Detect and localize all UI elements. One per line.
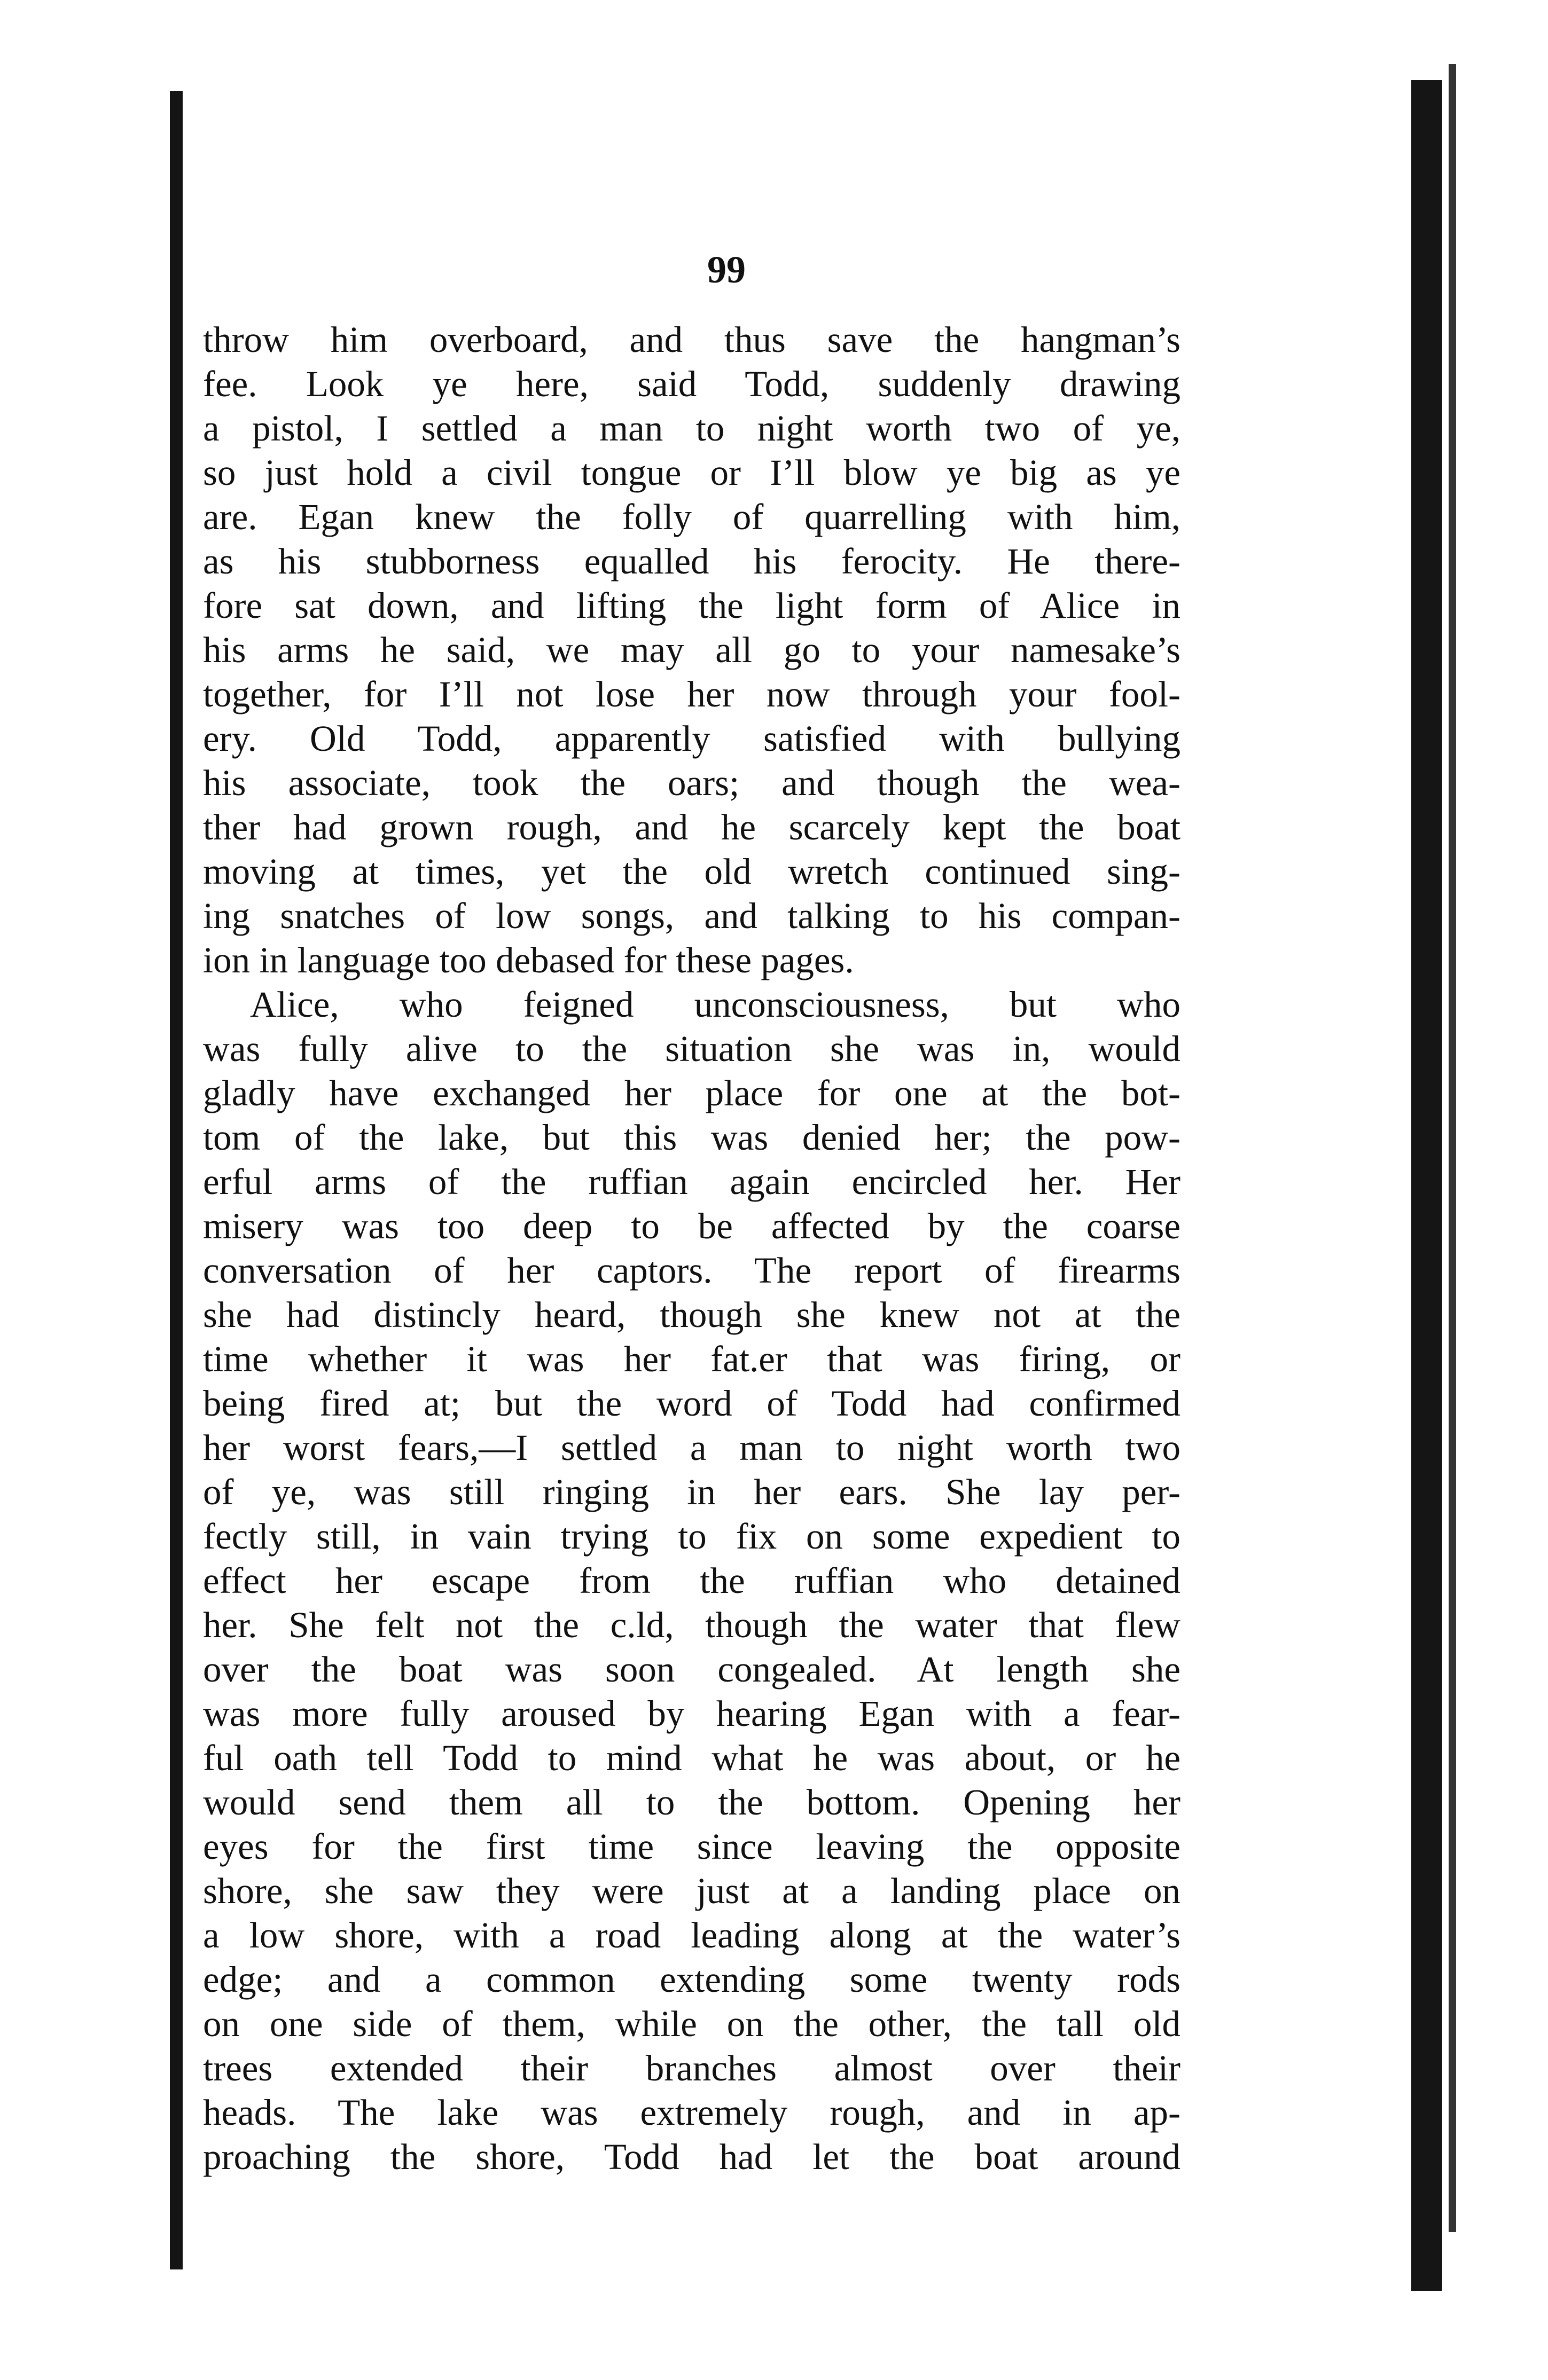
text-line: gladly have exchanged her place for one at the bot- bbox=[203, 1073, 1180, 1113]
text-line: eyes for the first time since leaving the opposite bbox=[203, 1826, 1180, 1867]
text-line: being fired at; but the word of Todd had confirmed bbox=[203, 1383, 1180, 1424]
text-line-paragraph-start: Alice, who feigned unconsciousness, but who bbox=[250, 984, 1180, 1025]
text-line: a pistol, I settled a man to night worth two of ye, bbox=[203, 408, 1180, 449]
text-line: so just hold a civil tongue or I’ll blow ye big as ye bbox=[203, 452, 1180, 493]
text-line: fee. Look ye here, said Todd, suddenly drawing bbox=[203, 364, 1180, 404]
text-line: a low shore, with a road leading along at the water’s bbox=[203, 1915, 1180, 1955]
right-page-edge-line bbox=[1449, 64, 1456, 2232]
text-line: as his stubborness equalled his ferocity. He there- bbox=[203, 541, 1180, 582]
text-line: on one side of them, while on the other, the tall old bbox=[203, 2004, 1180, 2044]
text-line: moving at times, yet the old wretch continued sing- bbox=[203, 851, 1180, 892]
text-line: fectly still, in vain trying to fix on some expedient to bbox=[203, 1516, 1180, 1557]
text-line: ery. Old Todd, apparently satisfied with bullying bbox=[203, 718, 1180, 759]
text-line: fore sat down, and lifting the light form of Alice in bbox=[203, 585, 1180, 626]
text-line: was fully alive to the situation she was in, would bbox=[203, 1028, 1180, 1069]
text-line: was more fully aroused by hearing Egan with a fear- bbox=[203, 1693, 1180, 1734]
text-line: time whether it was her fat.er that was firing, or bbox=[203, 1339, 1180, 1379]
text-line: her worst fears,—I settled a man to night worth two bbox=[203, 1427, 1180, 1468]
text-line: misery was too deep to be affected by the coarse bbox=[203, 1206, 1180, 1246]
text-line: erful arms of the ruffian again encircled her. Her bbox=[203, 1161, 1180, 1202]
text-line: ful oath tell Todd to mind what he was about, or he bbox=[203, 1738, 1180, 1778]
text-line: heads. The lake was extremely rough, and in ap- bbox=[203, 2092, 1180, 2133]
text-line: throw him overboard, and thus save the hangman’s bbox=[203, 319, 1180, 360]
text-line: her. She felt not the c.ld, though the water that flew bbox=[203, 1605, 1180, 1645]
text-line: she had distincly heard, though she knew not at the bbox=[203, 1294, 1180, 1335]
text-line: together, for I’ll not lose her now through your fool- bbox=[203, 674, 1180, 714]
text-line: would send them all to the bottom. Opening her bbox=[203, 1782, 1180, 1823]
text-line: over the boat was soon congealed. At length she bbox=[203, 1649, 1180, 1690]
text-line: effect her escape from the ruffian who detained bbox=[203, 1560, 1180, 1601]
text-line: tom of the lake, but this was denied her; the pow- bbox=[203, 1117, 1180, 1158]
page-number: 99 bbox=[707, 248, 746, 291]
left-page-edge-shadow bbox=[170, 91, 183, 2269]
text-line: edge; and a common extending some twenty rods bbox=[203, 1959, 1180, 2000]
text-line: conversation of her captors. The report of firearms bbox=[203, 1250, 1180, 1291]
text-line: are. Egan knew the folly of quarrelling with him, bbox=[203, 497, 1180, 537]
text-line: trees extended their branches almost over their bbox=[203, 2048, 1180, 2088]
text-line-paragraph-end: ion in language too debased for these pages. bbox=[203, 940, 854, 980]
page-text-block bbox=[203, 246, 1180, 2179]
text-line: proaching the shore, Todd had let the boat around bbox=[203, 2136, 1180, 2177]
text-line: shore, she saw they were just at a landing place on bbox=[203, 1871, 1180, 1911]
text-line: ther had grown rough, and he scarcely kept the boat bbox=[203, 807, 1180, 847]
text-line: of ye, was still ringing in her ears. She lay per- bbox=[203, 1472, 1180, 1512]
right-page-edge-shadow bbox=[1411, 80, 1442, 2291]
text-line: ing snatches of low songs, and talking to his compan- bbox=[203, 896, 1180, 936]
text-line: his associate, took the oars; and though the wea- bbox=[203, 763, 1180, 803]
text-line: his arms he said, we may all go to your namesake’s bbox=[203, 630, 1180, 670]
